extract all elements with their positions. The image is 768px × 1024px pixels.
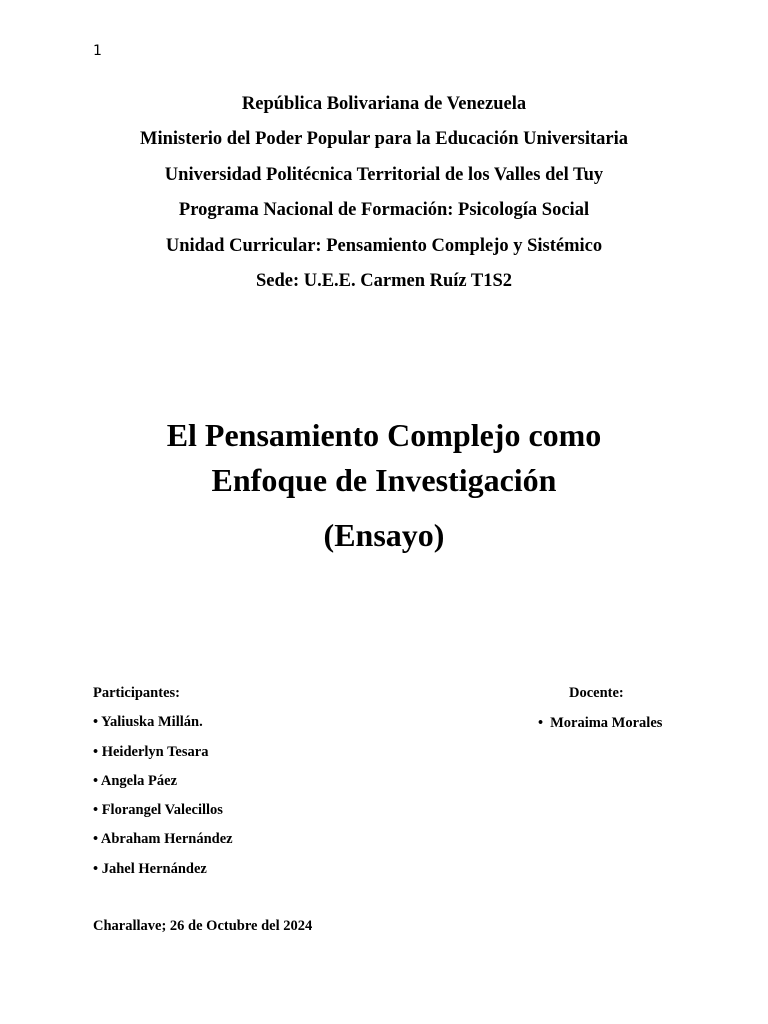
bullet-icon: • (538, 715, 544, 731)
list-item: • Heiderlyn Tesara (93, 743, 209, 760)
docente-label: Docente: (569, 685, 624, 701)
list-item: • Yaliuska Millán. (93, 714, 203, 731)
title-line-1: El Pensamiento Complejo como (166, 417, 602, 453)
document-subtitle: (Ensayo) (323, 517, 445, 553)
page-number: 1 (93, 43, 102, 59)
place-date: Charallave; 26 de Octubre del 2024 (93, 918, 313, 934)
document-title (0, 413, 768, 558)
header-country: República Bolivariana de Venezuela (241, 94, 527, 114)
institution-header (0, 87, 768, 299)
docente-section (538, 683, 662, 733)
list-item: • Angela Páez (93, 772, 178, 789)
header-course: Unidad Curricular: Pensamiento Complejo y Sistémico (165, 235, 603, 256)
title-line-2: Enfoque de Investigación (211, 462, 557, 498)
docente-name: Moraima Morales (550, 715, 663, 731)
participants-list (93, 712, 233, 878)
list-item: • Florangel Valecillos (93, 802, 223, 819)
list-item: • Jahel Hernández (93, 860, 207, 877)
header-campus: Sede: U.E.E. Carmen Ruíz T1S2 (255, 271, 513, 292)
header-ministry: Ministerio del Poder Popular para la Educación Universitaria (139, 129, 628, 150)
participants-section (93, 683, 233, 879)
list-item: • Abraham Hernández (93, 831, 233, 848)
docente-item (538, 713, 662, 733)
header-program: Programa Nacional de Formación: Psicología Social (178, 200, 590, 221)
header-university: Universidad Politécnica Territorial de los Valles del Tuy (164, 164, 604, 185)
participants-label: Participantes: (93, 685, 180, 701)
